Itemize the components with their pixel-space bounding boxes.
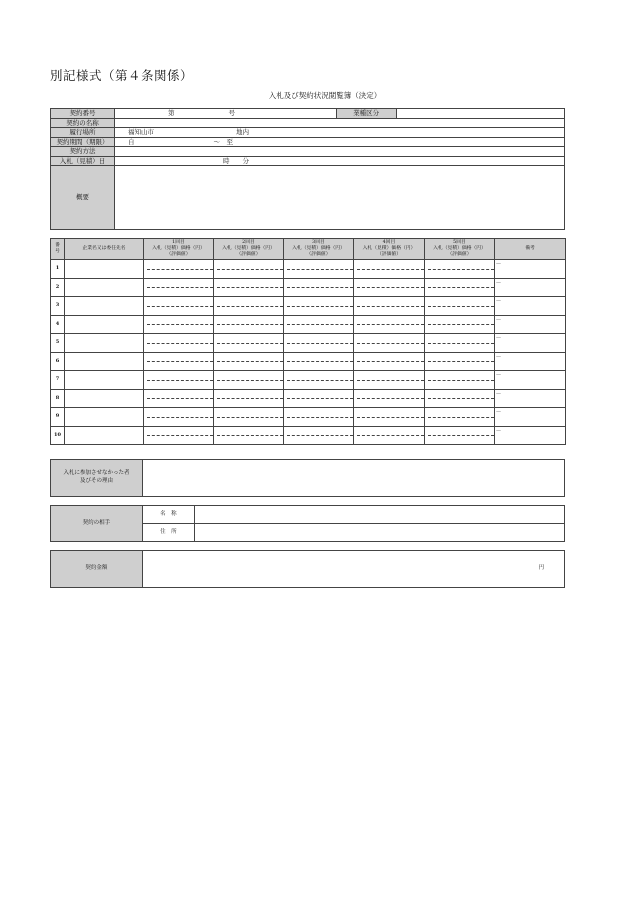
bid-cell-round-2[interactable]: [214, 352, 284, 371]
bid-cell-round-1[interactable]: [144, 278, 214, 297]
bid-cell-round-4[interactable]: [354, 334, 425, 353]
bid-date-field[interactable]: 時 分: [114, 156, 564, 166]
header-company: 企業名又は委任先名: [65, 239, 144, 260]
remarks-cell[interactable]: —: [495, 352, 566, 371]
method-label: 契約方法: [51, 147, 115, 157]
bid-cell-round-2[interactable]: [214, 297, 284, 316]
name-label: 名 称: [142, 506, 194, 524]
counterparty-table: [50, 505, 565, 542]
bid-cell-round-2[interactable]: [214, 260, 284, 279]
bid-cell-round-4[interactable]: [354, 260, 425, 279]
document-title: 入札及び契約状況閲覧簿（決定）: [268, 91, 382, 100]
company-cell[interactable]: [65, 389, 144, 408]
period-label: 契約期間（期限）: [51, 137, 115, 147]
bid-cell-round-1[interactable]: [144, 260, 214, 279]
bid-cell-round-5[interactable]: [425, 297, 495, 316]
bid-cell-round-1[interactable]: [144, 334, 214, 353]
bid-cell-round-1[interactable]: [144, 408, 214, 427]
row-number: 2: [51, 278, 65, 297]
bid-results-table: [50, 238, 566, 445]
bid-cell-round-2[interactable]: [214, 389, 284, 408]
row-number: 3: [51, 297, 65, 316]
bid-cell-round-3[interactable]: [284, 315, 354, 334]
row-number: 9: [51, 408, 65, 427]
bid-cell-round-4[interactable]: [354, 426, 425, 445]
bid-date-label: 入札（見積）日: [51, 156, 115, 166]
bid-cell-round-4[interactable]: [354, 278, 425, 297]
table-row: [51, 426, 566, 445]
bid-cell-round-1[interactable]: [144, 426, 214, 445]
header-round-1: 1回目 入札（見積）価格（円） （評価値）: [144, 239, 214, 260]
method-field[interactable]: [114, 147, 564, 157]
contract-info-table: [50, 108, 565, 230]
contract-name-label: 契約の名称: [51, 118, 115, 128]
table-row: [51, 389, 566, 408]
bid-cell-round-4[interactable]: [354, 297, 425, 316]
contract-name-field[interactable]: [114, 118, 564, 128]
remarks-cell[interactable]: —: [495, 334, 566, 353]
counterparty-label: 契約の相手: [51, 506, 143, 542]
table-row: [51, 371, 566, 390]
bid-cell-round-2[interactable]: [214, 371, 284, 390]
amount-field[interactable]: [142, 551, 564, 588]
bid-cell-round-1[interactable]: [144, 315, 214, 334]
header-remarks: 備考: [495, 239, 566, 260]
table-row: [51, 297, 566, 316]
bid-cell-round-5[interactable]: [425, 334, 495, 353]
company-cell[interactable]: [65, 260, 144, 279]
row-number: 4: [51, 315, 65, 334]
excluded-field[interactable]: [142, 460, 564, 497]
bid-cell-round-1[interactable]: [144, 389, 214, 408]
company-cell[interactable]: [65, 334, 144, 353]
bid-cell-round-5[interactable]: [425, 278, 495, 297]
bid-cell-round-3[interactable]: [284, 297, 354, 316]
bid-cell-round-1[interactable]: [144, 371, 214, 390]
remarks-cell[interactable]: —: [495, 278, 566, 297]
bid-cell-round-3[interactable]: [284, 352, 354, 371]
row-number: 1: [51, 260, 65, 279]
remarks-cell[interactable]: —: [495, 260, 566, 279]
company-cell[interactable]: [65, 426, 144, 445]
row-number: 7: [51, 371, 65, 390]
company-cell[interactable]: [65, 352, 144, 371]
excluded-bidders-table: [50, 459, 565, 497]
summary-field[interactable]: [114, 166, 564, 230]
bid-cell-round-3[interactable]: [284, 371, 354, 390]
bid-cell-round-3[interactable]: [284, 278, 354, 297]
bid-cell-round-3[interactable]: [284, 389, 354, 408]
yen-unit: 円: [538, 565, 544, 572]
bid-cell-round-5[interactable]: [425, 315, 495, 334]
bid-cell-round-4[interactable]: [354, 408, 425, 427]
remarks-cell[interactable]: —: [495, 389, 566, 408]
header-round-4: 4回目 入札（見積）価格（円） （評価値）: [354, 239, 425, 260]
bid-cell-round-3[interactable]: [284, 426, 354, 445]
remarks-cell[interactable]: —: [495, 408, 566, 427]
amount-label: 契約金額: [51, 551, 143, 588]
bid-cell-round-1[interactable]: [144, 297, 214, 316]
remarks-cell[interactable]: —: [495, 297, 566, 316]
bid-cell-round-2[interactable]: [214, 408, 284, 427]
bid-cell-round-2[interactable]: [214, 315, 284, 334]
business-class-field[interactable]: [396, 109, 564, 119]
table-row: [51, 278, 566, 297]
bid-cell-round-4[interactable]: [354, 371, 425, 390]
table-row: [51, 408, 566, 427]
header-round-3: 3回目 入札（見積）価格（円） （評価値）: [284, 239, 354, 260]
table-row: [51, 315, 566, 334]
row-number: 10: [51, 426, 65, 445]
excluded-label: 入札に参加させなかった者 及びその理由: [51, 460, 143, 497]
bid-cell-round-3[interactable]: [284, 334, 354, 353]
bid-cell-round-2[interactable]: [214, 278, 284, 297]
table-row: [51, 352, 566, 371]
table-row: [51, 260, 566, 279]
contract-no-label: 契約番号: [51, 109, 115, 119]
company-cell[interactable]: [65, 408, 144, 427]
bid-cell-round-4[interactable]: [354, 315, 425, 334]
address-label: 住 所: [142, 524, 194, 542]
bid-cell-round-5[interactable]: [425, 371, 495, 390]
header-round-5: 5回目 入札（見積）価格（円） （評価値）: [425, 239, 495, 260]
bid-cell-round-5[interactable]: [425, 389, 495, 408]
header-no: 番号: [51, 239, 65, 260]
company-cell[interactable]: [65, 371, 144, 390]
bid-cell-round-5[interactable]: [425, 260, 495, 279]
location-field[interactable]: 福知山市 地内: [114, 128, 564, 138]
contract-no-field[interactable]: 第 号: [114, 109, 336, 119]
bid-cell-round-2[interactable]: [214, 334, 284, 353]
bid-cell-round-5[interactable]: [425, 426, 495, 445]
company-cell[interactable]: [65, 297, 144, 316]
contract-amount-table: [50, 550, 565, 588]
header-round-2: 2回目 入札（見積）価格（円） （評価値）: [214, 239, 284, 260]
counterparty-address-field[interactable]: [194, 524, 564, 542]
company-cell[interactable]: [65, 315, 144, 334]
counterparty-name-field[interactable]: [194, 506, 564, 524]
location-label: 履行場所: [51, 128, 115, 138]
row-number: 8: [51, 389, 65, 408]
row-number: 5: [51, 334, 65, 353]
period-field[interactable]: 自 ～ 至: [114, 137, 564, 147]
bid-cell-round-3[interactable]: [284, 260, 354, 279]
page-heading: 別記様式（第４条関係）: [50, 68, 194, 83]
bid-cell-round-2[interactable]: [214, 426, 284, 445]
summary-label: 概要: [51, 166, 115, 230]
remarks-cell[interactable]: —: [495, 426, 566, 445]
bid-cell-round-3[interactable]: [284, 408, 354, 427]
company-cell[interactable]: [65, 278, 144, 297]
remarks-cell[interactable]: —: [495, 371, 566, 390]
row-number: 6: [51, 352, 65, 371]
bid-cell-round-5[interactable]: [425, 352, 495, 371]
table-row: [51, 334, 566, 353]
bid-cell-round-4[interactable]: [354, 352, 425, 371]
business-class-label: 業種区分: [336, 109, 396, 119]
remarks-cell[interactable]: —: [495, 315, 566, 334]
bid-cell-round-1[interactable]: [144, 352, 214, 371]
bid-cell-round-4[interactable]: [354, 389, 425, 408]
bid-cell-round-5[interactable]: [425, 408, 495, 427]
